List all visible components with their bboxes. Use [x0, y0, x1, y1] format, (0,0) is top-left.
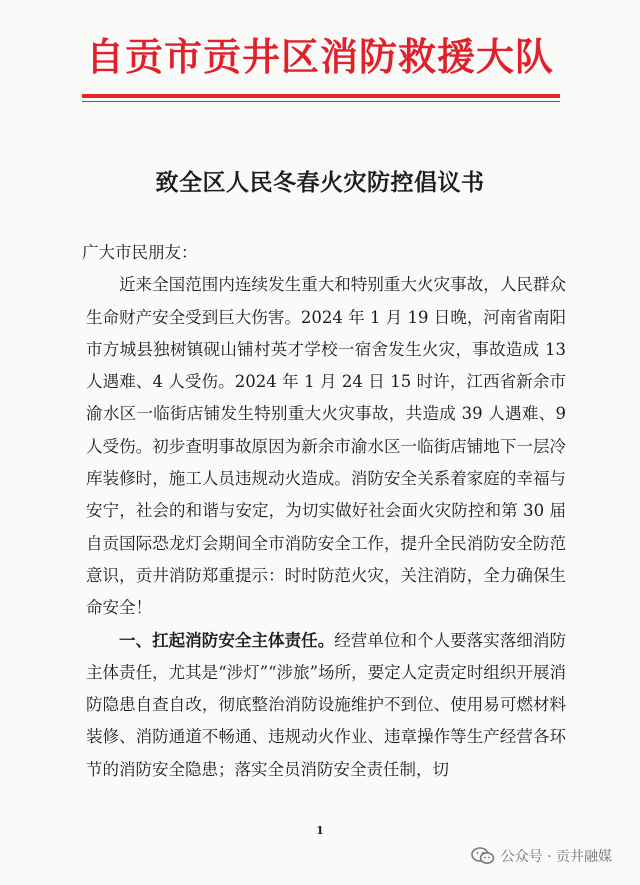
- page-number: 1: [316, 824, 324, 837]
- document-body: [82, 237, 567, 786]
- org-header-title: 自贡市贡井区消防救援大队: [85, 35, 554, 79]
- section-1-text: 经营单位和个人要落实落细消防主体责任，尤其是“涉灯”“涉旅”场所，要定人定责定时组织开展消防隐患自查自改，彻底整治消防设施维护不到位、使用易可燃材料装修、消防通道不畅通、违规动火作业、违章操作等生产经营各环节的消防安全隐患；落实全员消防安全责任制，切: [86, 630, 567, 779]
- watermark-text: 公众号 · 贡井融媒: [500, 849, 612, 865]
- section-1-heading: 一、扛起消防安全主体责任。: [119, 630, 335, 650]
- header-red-rule-thin: [82, 101, 560, 102]
- wechat-icon: [471, 847, 495, 865]
- paragraph-section-1: [86, 625, 566, 786]
- document-title: 致全区人民冬春火灾防控倡议书: [155, 169, 485, 196]
- wechat-watermark: [471, 846, 612, 866]
- paragraph-intro: 近来全国范围内连续发生重大和特别重大火灾事故，人民群众生命财产安全受到巨大伤害。2024 年 1 月 19 日晚，河南省南阳市方城县独树镇砚山铺村英才学校一宿舍发生火灾，事故造成 13 人遇难、4 人受伤。2024 年 1 月 24 日 15 时许，江西省新余市渝水区一临街店铺发生特别重大火灾事故，共造成 39 人遇难、9 人受伤。初步查明事故原因为新余市渝水区一临街店铺地下一层冷库装修时，施工人员违规动火造成。消防安全关系着家庭的幸福与安宁，社会的和谐与安定，为切实做好社会面火灾防控和第 30 届自贡国际恐龙灯会期间全市消防安全工作，提升全民消防安全防范意识，贡井消防郑重提示：时时防范火灾，关注消防，全力确保生命安全！: [86, 275, 566, 618]
- salutation: 广大市民朋友：: [82, 243, 198, 262]
- header-red-rule-thick: [82, 94, 560, 98]
